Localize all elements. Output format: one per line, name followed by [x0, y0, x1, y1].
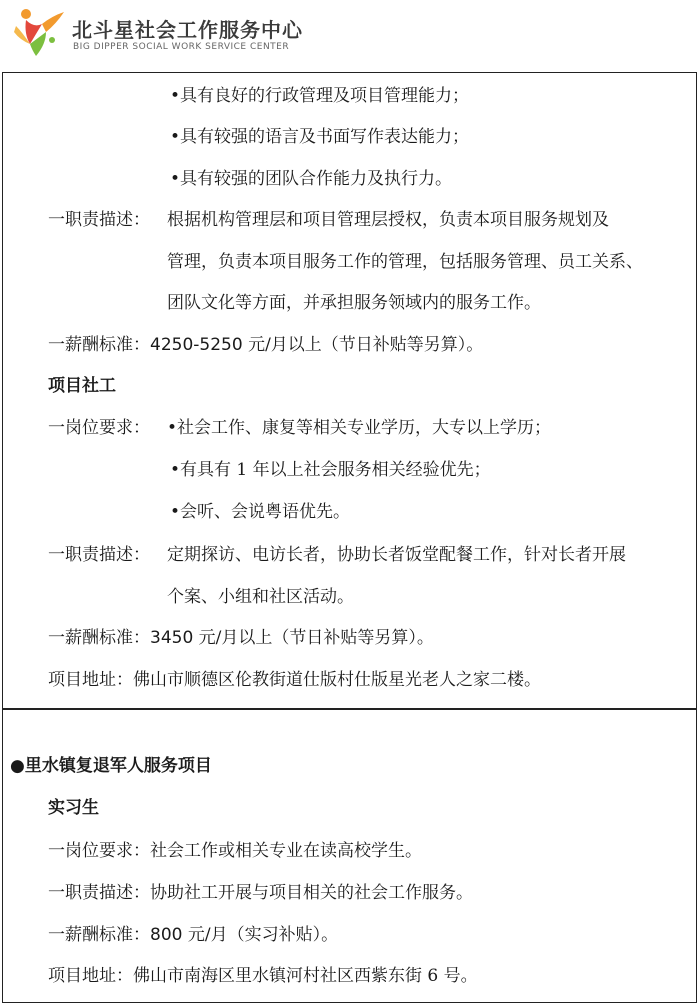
project-address: 项目地址：佛山市南海区里水镇河村社区西紫东街 6 号。 — [48, 966, 478, 986]
salary-value: 800 — [150, 925, 183, 945]
requirement-bullet: •社会工作、康复等相关专业学历，大专以上学历； — [167, 418, 552, 438]
page-header — [0, 0, 700, 70]
requirement-bullet: •具有良好的行政管理及项目管理能力； — [170, 86, 470, 106]
duty-line: 团队文化等方面，并承担服务领域内的服务工作。 — [167, 293, 541, 313]
requirement-label: 一岗位要求： — [48, 418, 150, 438]
duty-label: 一职责描述： — [48, 545, 150, 565]
duty-line: 个案、小组和社区活动。 — [167, 587, 354, 607]
requirement-bullet: •具有较强的团队合作能力及执行力。 — [170, 169, 453, 189]
duty-row: 一职责描述：协助社工开展与项目相关的社会工作服务。 — [48, 883, 473, 903]
salary-row — [48, 626, 434, 650]
salary-suffix: 元/月以上（节日补贴等另算）。 — [248, 335, 484, 355]
salary-value: 4250-5250 — [150, 335, 243, 355]
requirement-bullet: •会听、会说粤语优先。 — [170, 502, 351, 522]
project-title: ●里水镇复退军人服务项目 — [10, 756, 212, 776]
salary-row — [48, 923, 338, 947]
duty-line: 根据机构管理层和项目管理层授权，负责本项目服务规划及 — [167, 210, 609, 230]
requirement-row: 一岗位要求：社会工作或相关专业在读高校学生。 — [48, 841, 422, 861]
salary-suffix: 元/月（实习补贴）。 — [187, 925, 339, 945]
project-address: 项目地址：佛山市顺德区伦教街道仕版村仕版星光老人之家二楼。 — [48, 670, 541, 690]
salary-label: 一薪酬标准： — [48, 335, 150, 355]
salary-label: 一薪酬标准： — [48, 628, 150, 648]
org-name-en: BIG DIPPER SOCIAL WORK SERVICE CENTER — [73, 42, 290, 52]
requirement-bullet: •有具有 1 年以上社会服务相关经验优先； — [170, 460, 491, 480]
salary-label: 一薪酬标准： — [48, 925, 150, 945]
requirement-bullet: •具有较强的语言及书面写作表达能力； — [170, 127, 470, 147]
role-title: 项目社工 — [48, 376, 116, 396]
role-title: 实习生 — [48, 798, 99, 818]
big-dipper-logo-icon — [12, 6, 70, 60]
salary-suffix: 元/月以上（节日补贴等另算）。 — [198, 628, 434, 648]
salary-row — [48, 333, 483, 357]
duty-line: 管理，负责本项目服务工作的管理，包括服务管理、员工关系、 — [167, 252, 643, 272]
org-name-cn: 北斗星社会工作服务中心 — [72, 18, 303, 42]
duty-label: 一职责描述： — [48, 210, 150, 230]
salary-value: 3450 — [150, 628, 194, 648]
duty-line: 定期探访、电访长者，协助长者饭堂配餐工作，针对长者开展 — [167, 545, 626, 565]
